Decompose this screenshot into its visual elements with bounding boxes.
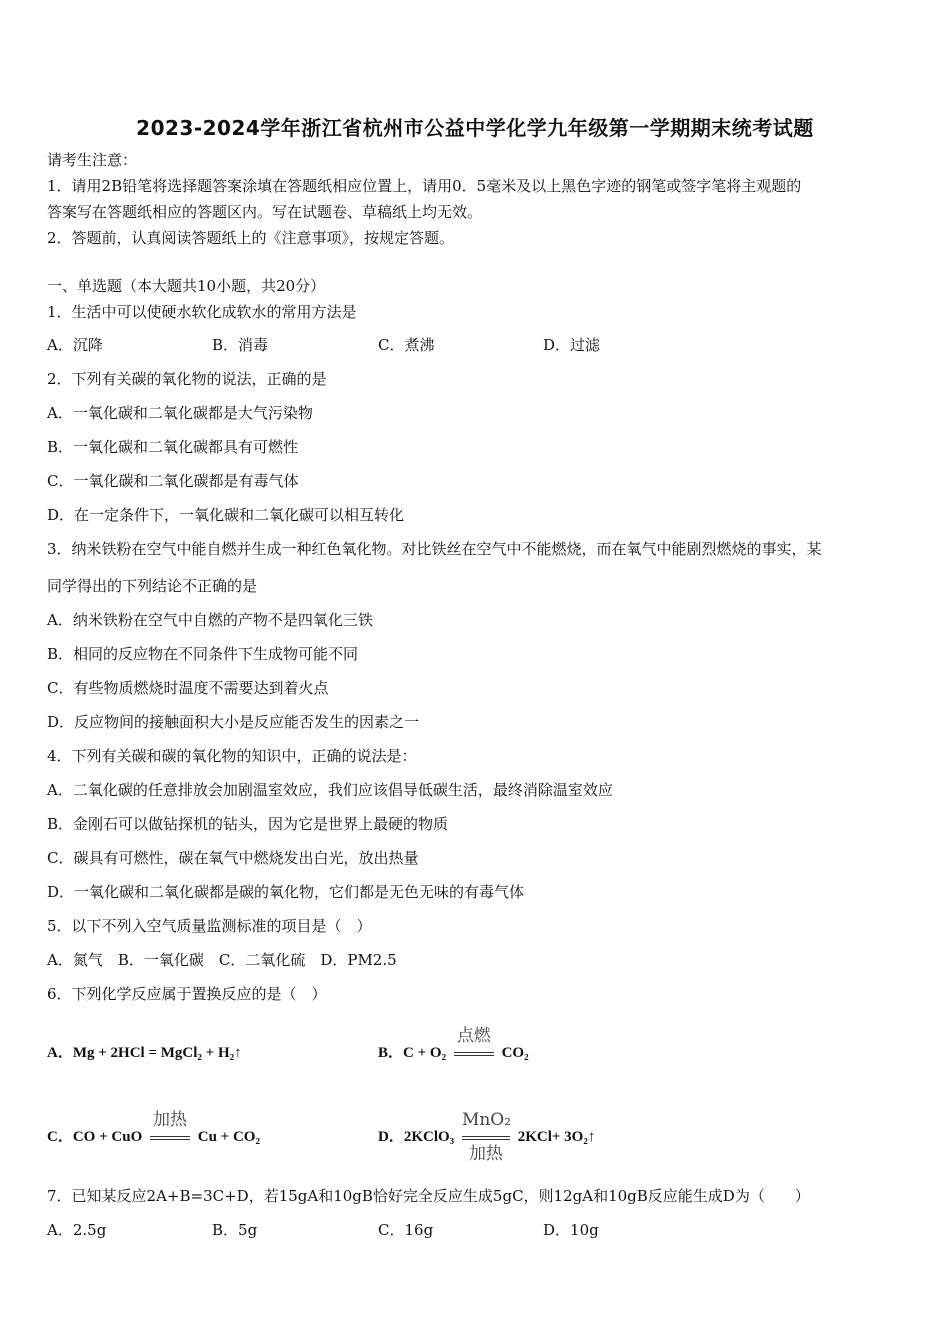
q6-option-c-label: C．: [47, 1129, 73, 1145]
q2-option-a: A．一氧化碳和二氧化碳都是大气污染物: [47, 404, 313, 422]
q2-option-c: C．一氧化碳和二氧化碳都是有毒气体: [47, 472, 299, 490]
q6-option-b-products: CO₂: [501, 1045, 529, 1061]
q3-option-b: B．相同的反应物在不同条件下生成物可能不同: [47, 645, 359, 663]
q6-option-b-reactants: C + O₂: [403, 1045, 447, 1061]
q6-option-a: [47, 1043, 242, 1063]
q3-option-d: D．反应物间的接触面积大小是反应能否发生的因素之一: [47, 713, 420, 731]
q6-option-c: [47, 1109, 260, 1147]
q6-option-d-catalyst: MnO₂: [461, 1109, 512, 1130]
q3-option-c: C．有些物质燃烧时温度不需要达到着火点: [47, 679, 329, 697]
q1-option-d: D．过滤: [543, 336, 601, 354]
q3-stem-line-1: 3．纳米铁粉在空气中能自燃并生成一种红色氧化物。对比铁丝在空气中不能燃烧，而在氧气中能剧烈燃烧的事实，某: [47, 540, 822, 558]
q2-option-b: B．一氧化碳和二氧化碳都具有可燃性: [47, 438, 299, 456]
q6-option-c-products: Cu + CO₂: [197, 1129, 260, 1145]
q6-option-d-label: D．: [378, 1129, 404, 1145]
notice-heading: 请考生注意：: [47, 151, 138, 169]
q1-option-c: C．煮沸: [378, 336, 435, 354]
q3-option-a: A．纳米铁粉在空气中自燃的产物不是四氧化三铁: [47, 611, 373, 629]
q6-option-c-reactants: CO + CuO: [72, 1129, 143, 1145]
q6-option-d-condition: 加热: [468, 1143, 503, 1164]
q5-options: A．氮气 B．一氧化碳 C．二氧化硫 D．PM2.5: [47, 951, 397, 969]
q6-option-a-equation: Mg + 2HCl = MgCl₂ + H₂↑: [72, 1045, 242, 1061]
q6-option-c-condition: 加热: [152, 1109, 187, 1130]
q1-option-a: A．沉降: [47, 336, 103, 354]
q1-option-b: B．消毒: [212, 336, 269, 354]
reaction-arrow: [454, 1025, 494, 1056]
notice-item-1-line-2: 答案写在答题纸相应的答题区内。写在试题卷、草稿纸上均无效。: [47, 203, 483, 221]
q6-option-d-products: 2KCl+ 3O₂↑: [517, 1129, 596, 1145]
reaction-arrow: [150, 1109, 190, 1140]
q6-option-b-label: B．: [378, 1045, 404, 1061]
q7-option-b: B．5g: [212, 1221, 258, 1239]
notice-item-1-line-1: 1．请用2B铅笔将选择题答案涂填在答题纸相应位置上，请用0．5毫米及以上黑色字迹的钢笔或签字笔将主观题的: [47, 177, 802, 195]
q6-stem: 6．下列化学反应属于置换反应的是（ ）: [47, 985, 327, 1003]
reaction-arrow: [461, 1109, 512, 1164]
q4-option-c: C．碳具有可燃性，碳在氧气中燃烧发出白光，放出热量: [47, 849, 419, 867]
q4-stem: 4．下列有关碳和碳的氧化物的知识中，正确的说法是：: [47, 747, 417, 765]
q2-stem: 2．下列有关碳的氧化物的说法，正确的是: [47, 370, 327, 388]
notice-item-2: 2．答题前，认真阅读答题纸上的《注意事项》，按规定答题。: [47, 229, 455, 247]
q6-option-d: [378, 1109, 596, 1164]
q7-option-a: A．2.5g: [47, 1221, 107, 1239]
q6-option-a-label: A．: [47, 1045, 73, 1061]
q4-option-d: D．一氧化碳和二氧化碳都是碳的氧化物，它们都是无色无味的有毒气体: [47, 883, 525, 901]
q6-option-b-condition: 点燃: [456, 1025, 491, 1046]
q2-option-d: D．在一定条件下，一氧化碳和二氧化碳可以相互转化: [47, 506, 405, 524]
q6-option-d-reactants: 2KClO₃: [403, 1129, 455, 1145]
q7-stem: 7．已知某反应2A+B=3C+D，若15gA和10gB恰好完全反应生成5gC，则12gA和10gB反应能生成D为（ ）: [47, 1187, 810, 1205]
q6-option-b: [378, 1025, 529, 1063]
q4-option-a: A．二氧化碳的任意排放会加剧温室效应，我们应该倡导低碳生活，最终消除温室效应: [47, 781, 613, 799]
q7-option-d: D．10g: [543, 1221, 599, 1239]
q3-stem-line-2: 同学得出的下列结论不正确的是: [47, 577, 258, 595]
q5-stem: 5．以下不列入空气质量监测标准的项目是（ ）: [47, 917, 372, 935]
page-title: 2023-2024学年浙江省杭州市公益中学化学九年级第一学期期末统考试题: [136, 116, 814, 140]
q1-stem: 1．生活中可以使硬水软化成软水的常用方法是: [47, 303, 357, 321]
q4-option-b: B．金刚石可以做钻探机的钻头，因为它是世界上最硬的物质: [47, 815, 449, 833]
q7-option-c: C．16g: [378, 1221, 434, 1239]
section-heading: 一、单选题（本大题共10小题，共20分）: [47, 277, 326, 295]
